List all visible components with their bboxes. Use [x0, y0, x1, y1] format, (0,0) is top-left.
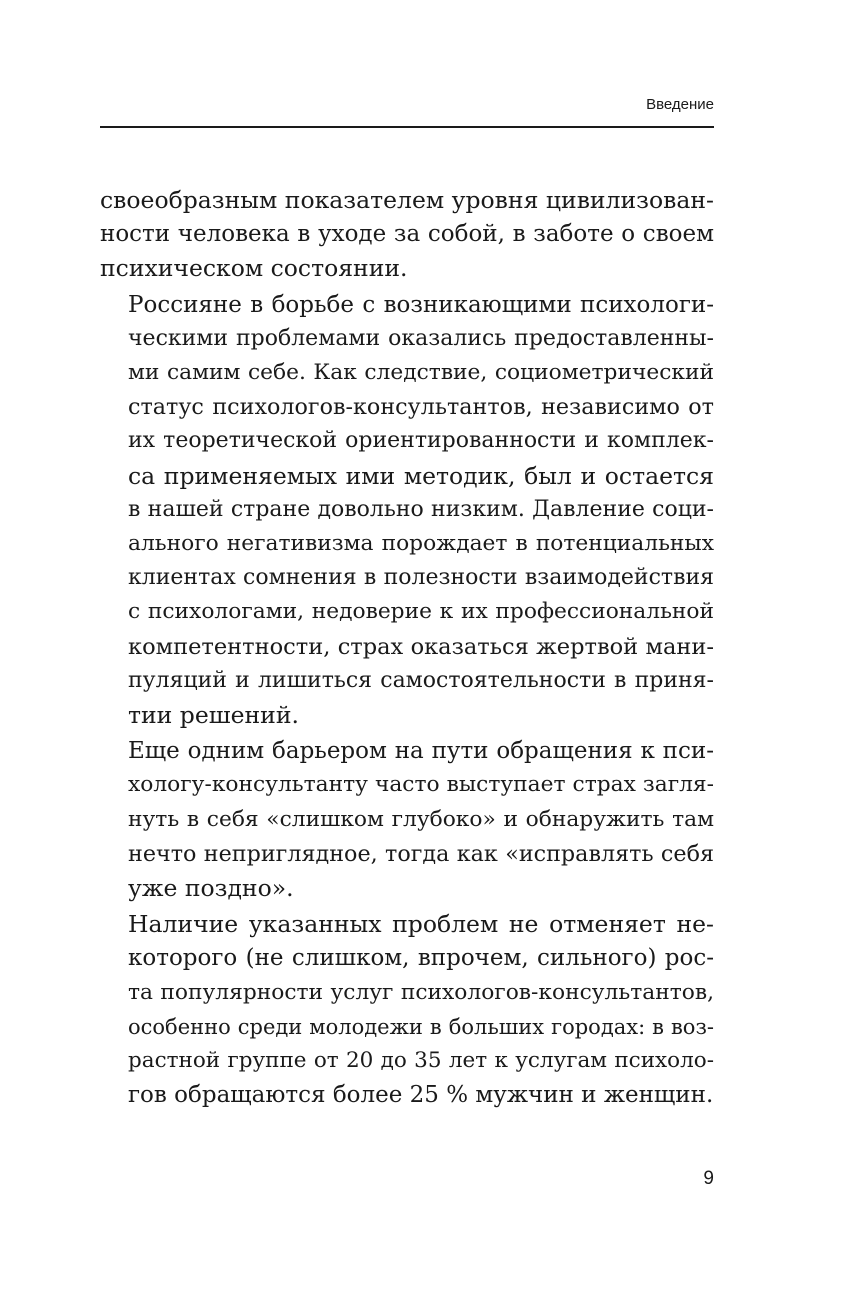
text-line: гов обращаются более 25 % мужчин и женщин. [128, 1082, 714, 1109]
text-line: нуть в себя «слишком глубоко» и обнаружить там [128, 806, 714, 832]
text-line: пуляций и лишиться самостоятельности в приня- [128, 667, 714, 693]
paragraph [100, 734, 714, 905]
text-line: тии решений. [128, 701, 299, 730]
running-head-title: Введение [646, 96, 714, 113]
text-line: ми самим себе. Как следствие, социометрический [128, 360, 714, 386]
text-line: са применяемых ими методик, был и остается [128, 461, 714, 490]
text-line: та популярности услуг психологов-консультантов, [128, 979, 714, 1005]
text-line: растной группе от 20 до 35 лет к услугам психоло- [128, 1048, 714, 1074]
text-line: клиентах сомнения в полезности взаимодействия [128, 565, 714, 591]
text-line: компетентности, страх оказаться жертвой мани- [128, 633, 714, 660]
text-line: с психологами, недоверие к их профессиональной [128, 599, 714, 625]
text-line: Наличие указанных проблем не отменяет не- [128, 910, 714, 939]
header-rule [100, 126, 714, 128]
text-line: Еще одним барьером на пути обращения к пси- [128, 738, 714, 765]
text-line: которого (не слишком, впрочем, сильного) рос- [128, 945, 714, 972]
text-line: статус психологов-консультантов, независимо от [128, 394, 714, 421]
text-line: ности человека в уходе за собой, в заботе о своем [100, 221, 714, 248]
text-line: уже поздно». [128, 874, 294, 903]
paragraph [100, 288, 714, 733]
body-text [100, 183, 714, 1112]
text-line: ального негативизма порождает в потенциальных [128, 531, 714, 557]
text-line: Россияне в борьбе с возникающими психологи- [128, 291, 714, 318]
text-line: своеобразным показателем уровня цивилизован- [100, 186, 714, 214]
text-line: в нашей стране довольно низким. Давление соци- [128, 496, 714, 522]
text-line: психическом состоянии. [100, 254, 408, 283]
text-line: их теоретической ориентированности и комплек- [128, 428, 714, 454]
page-number: 9 [703, 1168, 714, 1189]
text-line: хологу-консультанту часто выступает страх загля- [128, 772, 714, 798]
text-line: особенно среди молодежи в больших городах: в воз- [128, 1014, 714, 1039]
text-line: ческими проблемами оказались предоставленны- [128, 325, 714, 351]
paragraph [100, 907, 714, 1112]
paragraph [100, 183, 714, 286]
text-line: нечто неприглядное, тогда как «исправлять себя [128, 840, 714, 867]
